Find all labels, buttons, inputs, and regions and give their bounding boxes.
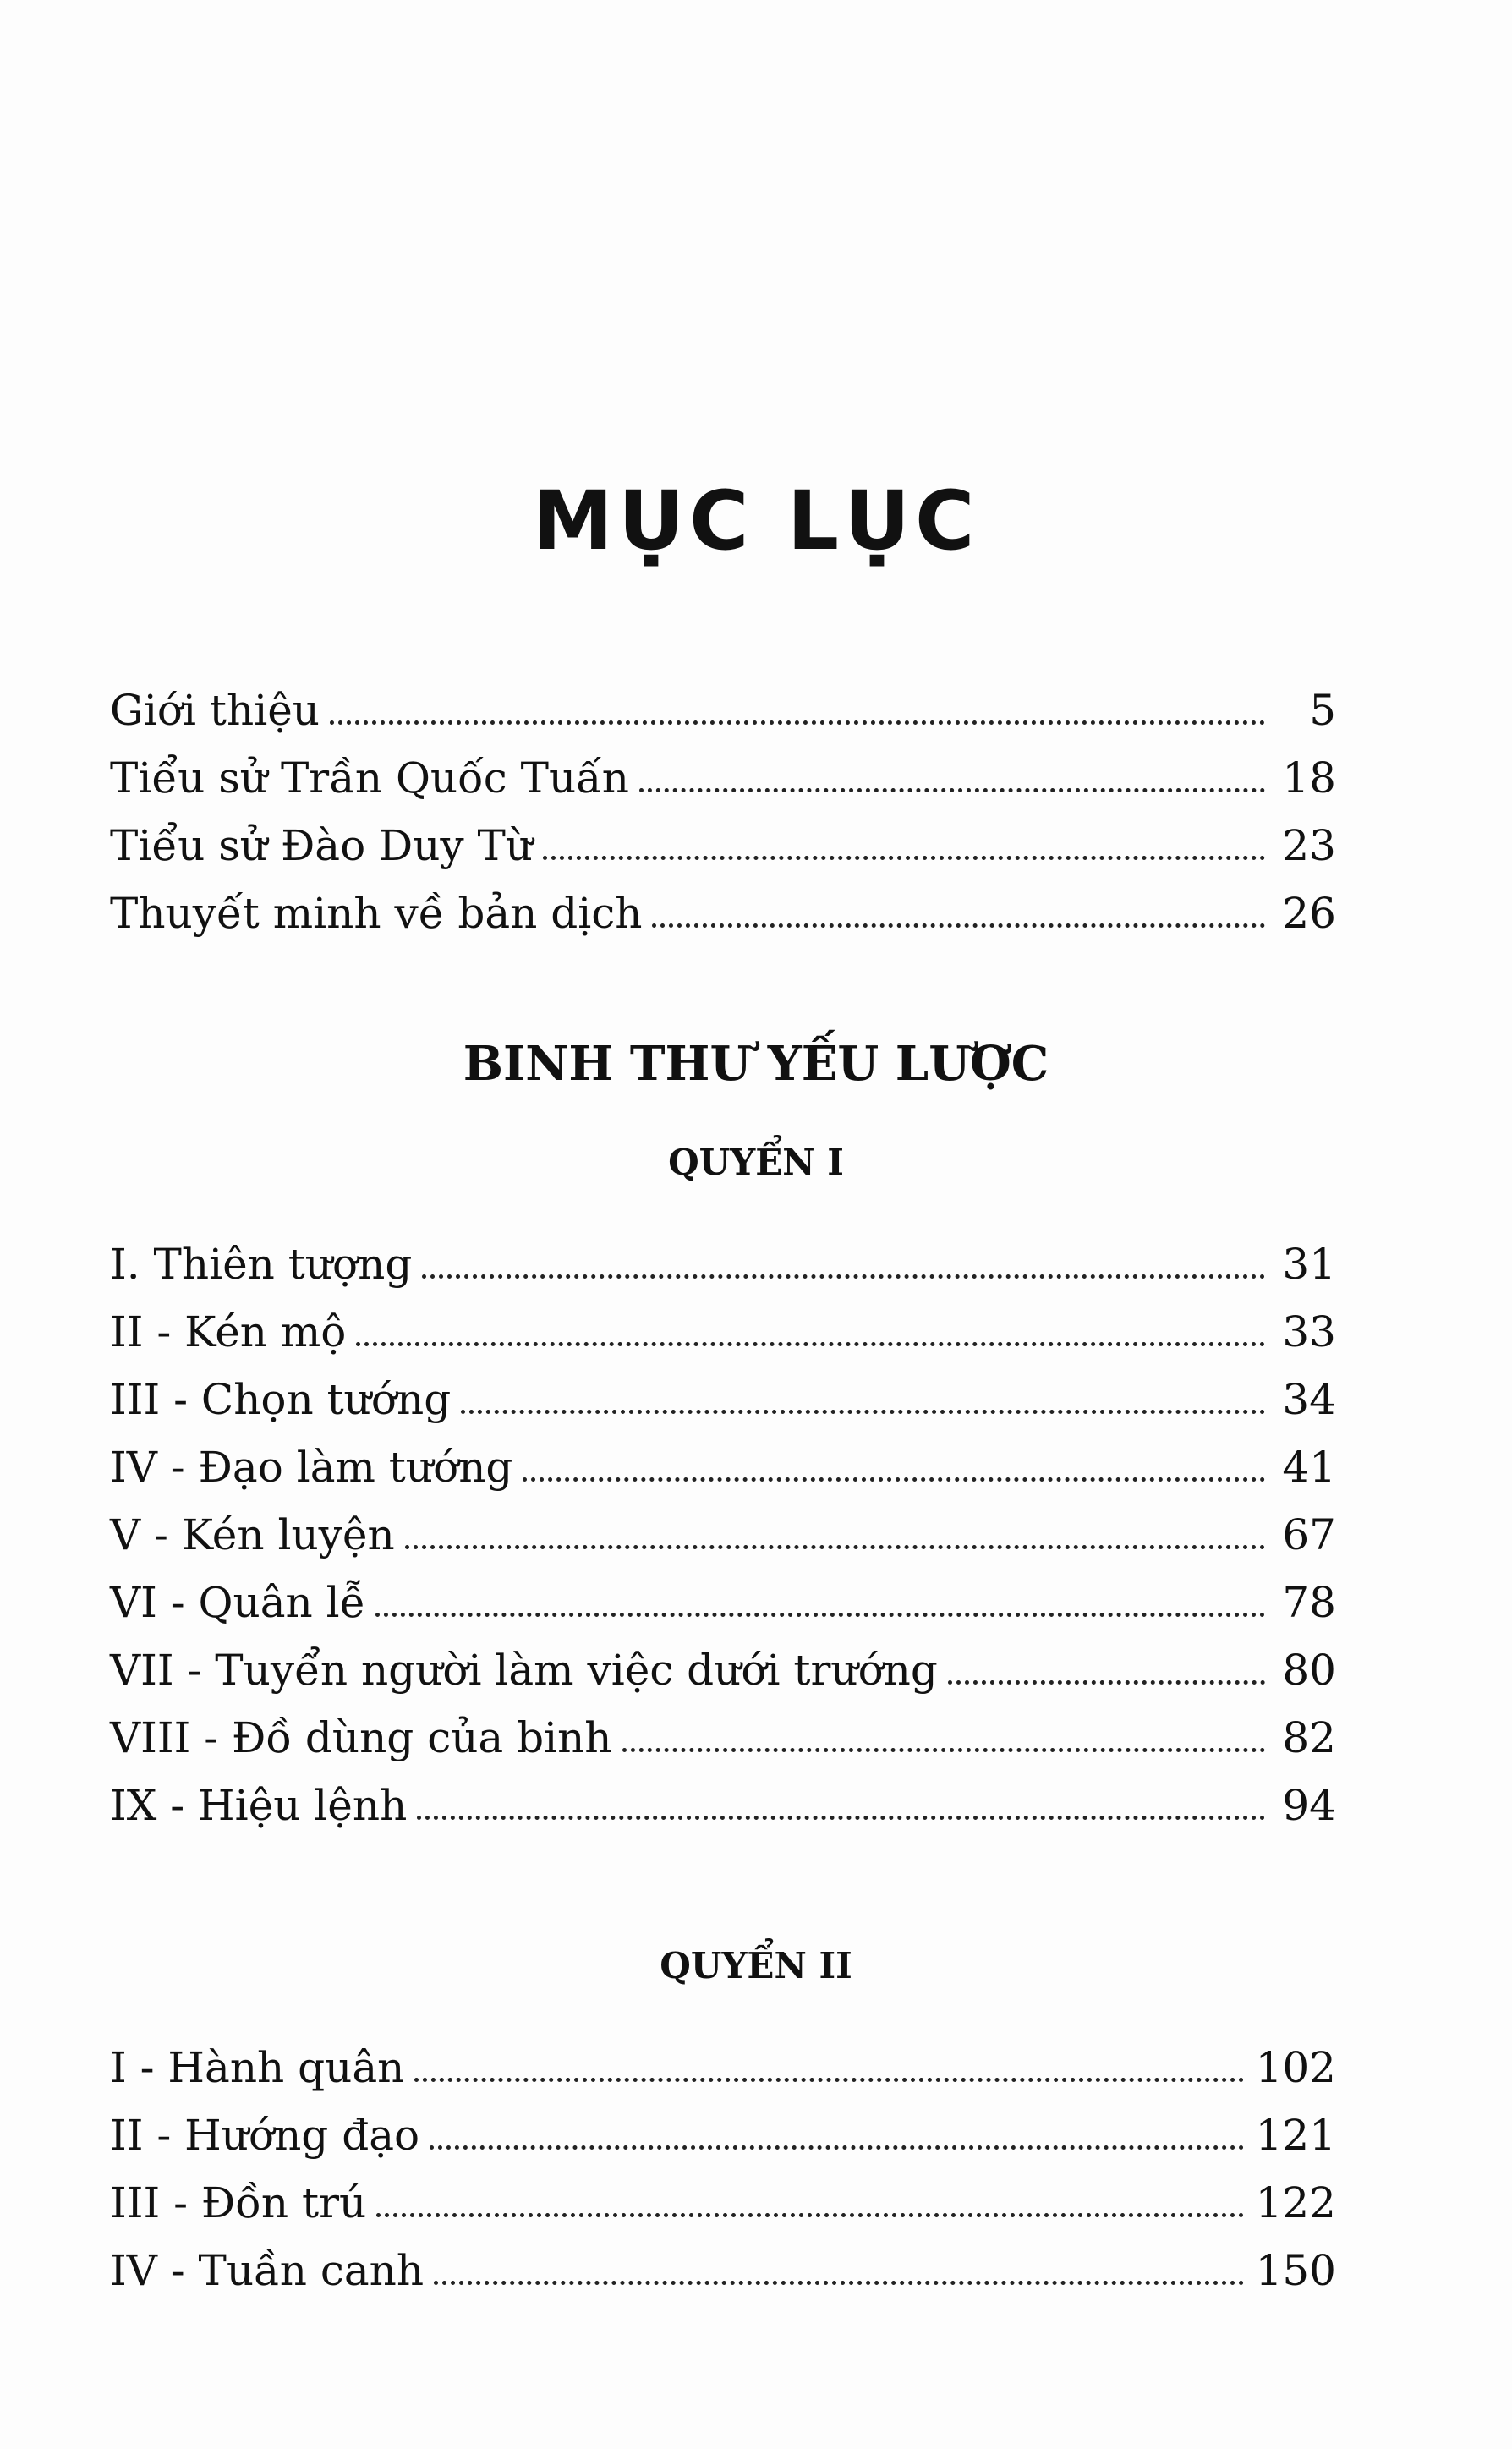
page-title: MỤC LỤC: [532, 474, 980, 568]
toc-entry-page: 78: [1282, 1578, 1336, 1627]
toc-entry-label: II - Kén mộ: [110, 1307, 347, 1356]
toc-entry-label: III - Chọn tướng: [110, 1375, 452, 1424]
toc-entry-page: 94: [1282, 1781, 1336, 1830]
volume-2-heading: QUYỂN II: [660, 1945, 852, 1986]
toc-entry-page: 34: [1282, 1375, 1336, 1424]
toc-entry: [110, 1433, 1336, 1501]
toc-entry: [110, 879, 1336, 947]
toc-entry: [110, 2169, 1336, 2237]
toc-entry-label: Giới thiệu: [110, 686, 320, 735]
toc-entry: [110, 1230, 1336, 1298]
toc-entry-label: I. Thiên tượng: [110, 1240, 413, 1289]
toc-entry-label: Thuyết minh về bản dịch: [110, 889, 643, 938]
toc-entry-page: 31: [1282, 1240, 1336, 1289]
leader-dots: [430, 2145, 1243, 2150]
leader-dots: [652, 923, 1265, 928]
toc-entry: [110, 2101, 1336, 2169]
toc-intro-list: [110, 677, 1336, 947]
toc-entry-page: 26: [1282, 889, 1336, 938]
leader-dots: [330, 720, 1265, 725]
leader-dots: [523, 1477, 1265, 1482]
toc-entry: [110, 812, 1336, 879]
toc-entry-label: IX - Hiệu lệnh: [110, 1781, 408, 1830]
toc-entry-label: II - Hướng đạo: [110, 2111, 420, 2160]
toc-entry: [110, 1772, 1336, 1839]
toc-volume-1-list: [110, 1230, 1336, 1839]
toc-entry-label: Tiểu sử Đào Duy Từ: [110, 821, 534, 870]
toc-entry: [110, 1501, 1336, 1569]
toc-entry: [110, 1298, 1336, 1366]
volume-1-heading: QUYỂN I: [668, 1142, 844, 1183]
toc-entry-page: 80: [1282, 1646, 1336, 1695]
toc-entry-label: IV - Tuần canh: [110, 2246, 425, 2295]
toc-entry-page: 121: [1255, 2111, 1336, 2160]
leader-dots: [422, 1274, 1265, 1279]
toc-entry-page: 5: [1309, 686, 1336, 735]
toc-entry-label: V - Kén luyện: [110, 1510, 395, 1559]
toc-entry-label: Tiểu sử Trần Quốc Tuấn: [110, 753, 630, 803]
toc-entry: [110, 2237, 1336, 2304]
leader-dots: [639, 788, 1265, 792]
toc-entry-page: 122: [1255, 2178, 1336, 2227]
toc-entry-page: 102: [1255, 2043, 1336, 2092]
toc-entry-page: 18: [1282, 753, 1336, 803]
toc-entry-page: 33: [1282, 1307, 1336, 1356]
toc-entry-label: I - Hành quân: [110, 2043, 405, 2092]
toc-entry-label: VIII - Đồ dùng của binh: [110, 1713, 612, 1762]
toc-entry-page: 23: [1282, 821, 1336, 870]
leader-dots: [948, 1680, 1265, 1685]
leader-dots: [414, 2078, 1243, 2082]
leader-dots: [375, 1613, 1265, 1617]
toc-entry: [110, 1366, 1336, 1433]
toc-volume-2-list: [110, 2034, 1336, 2304]
leader-dots: [376, 2213, 1243, 2217]
leader-dots: [543, 856, 1265, 860]
leader-dots: [417, 1816, 1265, 1820]
leader-dots: [434, 2281, 1244, 2285]
toc-entry-label: IV - Đạo làm tướng: [110, 1443, 513, 1492]
toc-entry-label: VI - Quân lễ: [110, 1578, 366, 1627]
toc-entry-page: 67: [1282, 1510, 1336, 1559]
toc-entry: [110, 1569, 1336, 1636]
toc-entry-page: 150: [1255, 2246, 1336, 2295]
toc-entry: [110, 677, 1336, 744]
toc-entry: [110, 1704, 1336, 1772]
leader-dots: [405, 1545, 1265, 1549]
toc-entry-page: 41: [1282, 1443, 1336, 1492]
leader-dots: [461, 1410, 1265, 1414]
toc-entry-label: VII - Tuyển người làm việc dưới trướng: [110, 1646, 938, 1695]
toc-entry-page: 82: [1282, 1713, 1336, 1762]
book-title-heading: BINH THƯ YẾU LƯỢC: [463, 1036, 1049, 1092]
toc-entry: [110, 2034, 1336, 2101]
toc-entry: [110, 1636, 1336, 1704]
leader-dots: [622, 1748, 1265, 1752]
toc-entry-label: III - Đồn trú: [110, 2178, 367, 2227]
toc-entry: [110, 744, 1336, 812]
leader-dots: [356, 1342, 1265, 1346]
